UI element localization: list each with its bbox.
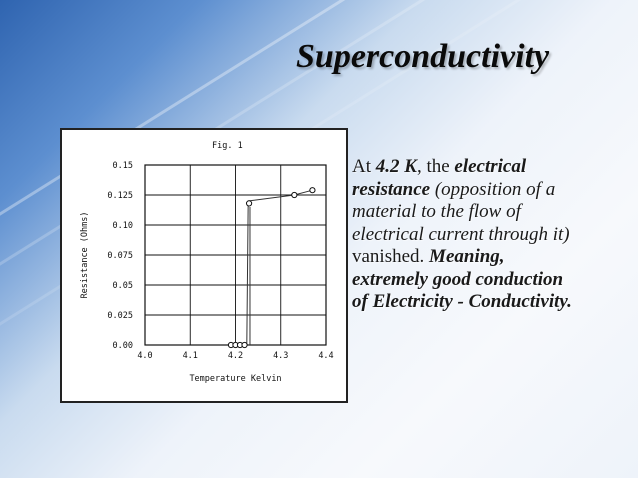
- body-text-definition: (opposition of a material to the flow of electrical current through it): [352, 178, 570, 245]
- body-text-meaning: Meaning, extremely good conduction of Electricity - Conductivity.: [352, 246, 572, 312]
- y-tick-label: 0.00: [112, 341, 133, 351]
- body-text-vanished: vanished.: [352, 246, 430, 267]
- body-text-temperature: 4.2 K: [375, 156, 417, 177]
- data-point: [242, 342, 247, 347]
- x-tick-label: 4.2: [227, 351, 244, 361]
- data-point: [292, 192, 297, 197]
- y-tick-label: 0.025: [107, 311, 133, 321]
- body-text-intro: At: [352, 156, 376, 177]
- data-point: [310, 188, 315, 193]
- y-axis-label: Resistance (Ohms): [80, 211, 90, 299]
- slide-body-text: [352, 156, 582, 314]
- x-tick-label: 4.0: [137, 351, 153, 361]
- x-tick-label: 4.1: [182, 351, 198, 361]
- resistance-chart-figure: [60, 128, 348, 403]
- x-tick-label: 4.4: [318, 351, 334, 361]
- y-tick-label: 0.05: [112, 281, 133, 291]
- slide-title: Superconductivity: [296, 38, 550, 75]
- body-text-electrical-resistance: electrical resistance: [352, 156, 527, 200]
- x-tick-label: 4.3: [273, 351, 289, 361]
- resistance-curve: [231, 190, 312, 345]
- body-text-comma: , the: [416, 156, 455, 177]
- y-tick-label: 0.075: [107, 251, 133, 261]
- data-point: [246, 201, 251, 206]
- y-tick-label: 0.10: [112, 221, 133, 231]
- chart-title: Fig. 1: [212, 141, 243, 151]
- resistance-chart: [62, 130, 346, 401]
- x-axis-label: Temperature Kelvin: [189, 374, 282, 384]
- y-tick-label: 0.15: [112, 161, 133, 171]
- y-tick-label: 0.125: [107, 191, 133, 201]
